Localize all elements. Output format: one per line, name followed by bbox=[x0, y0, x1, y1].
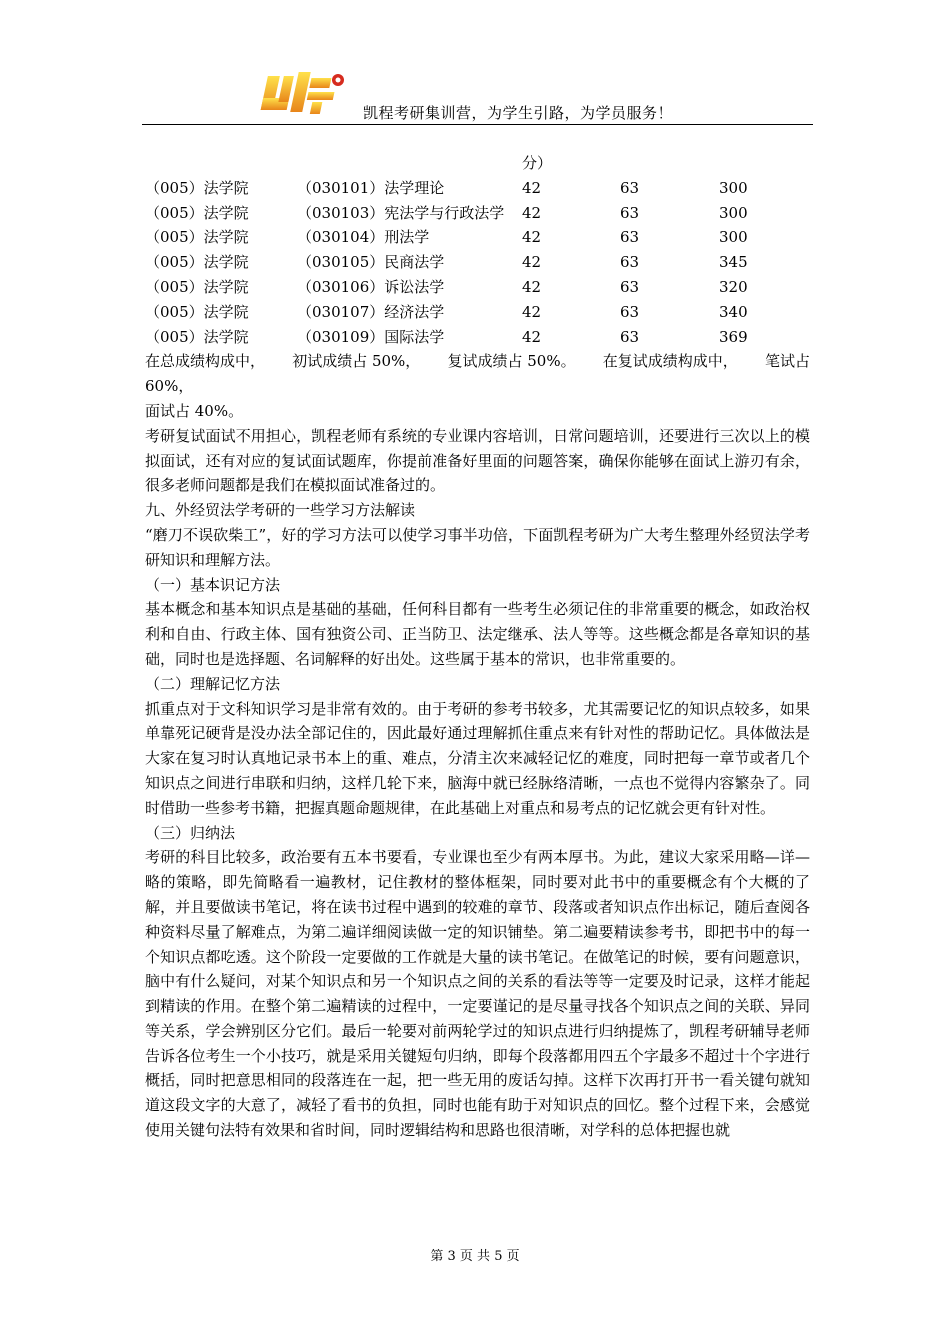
score-cell: 42 bbox=[522, 302, 542, 321]
score-cell: 42 bbox=[522, 228, 542, 247]
score-cell: 42 bbox=[522, 203, 542, 222]
table-row bbox=[145, 300, 810, 325]
total-score-cell: 345 bbox=[719, 253, 748, 272]
college-cell: （005）法学院 bbox=[145, 203, 249, 222]
total-score-cell: 320 bbox=[719, 277, 748, 296]
body-paragraph: 抓重点对于文科知识学习是非常有效的。由于考研的参考书较多，尤其需要记忆的知识点较多，如果单靠死记硬背是没办法全部记住的，因此最好通过理解抓住重点来有针对性的帮助记忆。具体做法是大家在复习时认真地记录书本上的重、难点，分清主次来减轻记忆的难度，同时把每一章节或者几个知识点之间进行串联和归纳，这样几轮下来，脑海中就已经脉络清晰，一点也不觉得内容繁杂了。同时借助一些参考书籍，把握真题命题规律，在此基础上对重点和易考点的记忆就会更有针对性。 bbox=[145, 699, 810, 817]
total-score-cell: 340 bbox=[719, 302, 748, 321]
college-cell: （005）法学院 bbox=[145, 228, 249, 247]
major-cell: （030105）民商法学 bbox=[297, 253, 445, 272]
score-cell: 42 bbox=[522, 327, 542, 346]
score-composition-line bbox=[145, 349, 810, 374]
college-cell: （005）法学院 bbox=[145, 302, 249, 321]
section-heading: 九、外经贸法学考研的一些学习方法解读 bbox=[145, 501, 416, 520]
score-cell: 42 bbox=[522, 277, 542, 296]
score-cell: 42 bbox=[522, 178, 542, 197]
page-number: 第 3 页 共 5 页 bbox=[430, 1249, 520, 1264]
college-cell: （005）法学院 bbox=[145, 277, 249, 296]
table-row bbox=[145, 250, 810, 275]
score-cell: 63 bbox=[620, 203, 640, 222]
total-score-cell: 300 bbox=[719, 228, 748, 247]
college-cell: （005）法学院 bbox=[145, 327, 249, 346]
table-row bbox=[145, 325, 810, 350]
body-paragraph: 基本概念和基本知识点是基础的基础，任何科目都有一些考生必须记住的非常重要的概念，如政治权利和自由、行政主体、国有独资公司、正当防卫、法定继承、法人等等。这些概念都是各章知识的基础，同时也是选择题、名词解释的好出处。这些属于基本的常识，也非常重要的。 bbox=[145, 600, 810, 668]
score-composition-part: 笔试占 bbox=[764, 352, 810, 371]
table-row bbox=[145, 201, 810, 226]
subsection-heading: （三）归纳法 bbox=[145, 823, 236, 842]
total-score-cell: 300 bbox=[719, 203, 748, 222]
table-row bbox=[145, 225, 810, 250]
score-cell: 63 bbox=[620, 178, 640, 197]
table-row bbox=[145, 275, 810, 300]
table-header-fragment-row bbox=[145, 151, 810, 176]
score-composition-part: 在总成绩构成中， bbox=[145, 352, 266, 371]
interview-weight-line: 面试占 40%。 bbox=[145, 401, 244, 420]
subsection-heading: （一）基本识记方法 bbox=[145, 575, 281, 594]
total-score-cell: 369 bbox=[719, 327, 748, 346]
score-composition-part: 在复试成绩构成中， bbox=[602, 352, 738, 371]
score-composition-part: 复试成绩占 50%。 bbox=[447, 352, 576, 371]
header-tagline: 凯程考研集训营，为学生引路，为学员服务！ bbox=[363, 104, 674, 122]
table-header-fragment: 分） bbox=[522, 154, 553, 172]
score-cell: 63 bbox=[620, 228, 640, 247]
page-header bbox=[142, 66, 813, 124]
major-cell: （030107）经济法学 bbox=[297, 302, 445, 321]
table-row bbox=[145, 176, 810, 201]
subsection-heading: （二）理解记忆方法 bbox=[145, 674, 281, 693]
intro-paragraph: “磨刀不误砍柴工”，好的学习方法可以使学习事半功倍，下面凯程考研为广大考生整理外经贸法学考研知识和理解方法。 bbox=[145, 525, 810, 569]
score-cell: 63 bbox=[620, 302, 640, 321]
total-score-cell: 300 bbox=[719, 178, 748, 197]
major-cell: （030104）刑法学 bbox=[297, 228, 430, 247]
major-cell: （030106）诉讼法学 bbox=[297, 277, 445, 296]
interview-paragraph: 考研复试面试不用担心，凯程老师有系统的专业课内容培训，日常问题培训，还要进行三次以上的模拟面试，还有对应的复试面试题库，你提前准备好里面的问题答案，确保你能够在面试上游刃有余，很多老师问题都是我们在模拟面试准备过的。 bbox=[145, 426, 810, 495]
score-cell: 63 bbox=[620, 253, 640, 272]
score-composition-part: 初试成绩占 50%， bbox=[292, 352, 421, 371]
score-cell: 63 bbox=[620, 277, 640, 296]
score-composition-continued: 60%， bbox=[145, 377, 194, 396]
kaicheng-logo bbox=[256, 66, 352, 124]
document-body bbox=[145, 151, 810, 1143]
body-paragraph: 考研的科目比较多，政治要有五本书要看，专业课也至少有两本厚书。为此，建议大家采用略—详—略的策略，即先简略看一遍教材，记住教材的整体框架，同时要对此书中的重要概念有个大概的了解，并且要做读书笔记，将在读书过程中遇到的较难的章节、段落或者知识点作出标记，随后查阅各种资料尽量了解难点，为第二遍详细阅读做一定的知识铺垫。第二遍要精读参考书，即把书中的每一个知识点都吃透。这个阶段一定要做的工作就是大量的读书笔记。在做笔记的时候，要有问题意识，脑中有什么疑问，对某个知识点和另一个知识点之间的关系的看法等等一定要及时记录，这样才能起到精读的作用。在整个第二遍精读的过程中，一定要谨记的是尽量寻找各个知识点之间的关联、异同等关系，学会辨别区分它们。最后一轮要对前两轮学过的知识点进行归纳提炼了，凯程考研辅导老师告诉各位考生一个小技巧，就是采用关键短句归纳，即每个段落都用四五个字最多不超过十个字进行概括，同时把意思相同的段落连在一起，把一些无用的废话勾掉。这样下次再打开书一看关键句就知道这段文字的大意了，减轻了看书的负担，同时也能有助于对知识点的回忆。整个过程下来，会感觉使用关键句法特有效果和省时间，同时逻辑结构和思路也很清晰，对学科的总体把握也就 bbox=[145, 848, 810, 1140]
college-cell: （005）法学院 bbox=[145, 253, 249, 272]
college-cell: （005）法学院 bbox=[145, 178, 249, 197]
header-divider bbox=[142, 124, 813, 125]
major-cell: （030103）宪法学与行政法学 bbox=[297, 203, 505, 222]
score-cell: 63 bbox=[620, 327, 640, 346]
major-cell: （030109）国际法学 bbox=[297, 327, 445, 346]
score-cell: 42 bbox=[522, 253, 542, 272]
major-cell: （030101）法学理论 bbox=[297, 178, 445, 197]
